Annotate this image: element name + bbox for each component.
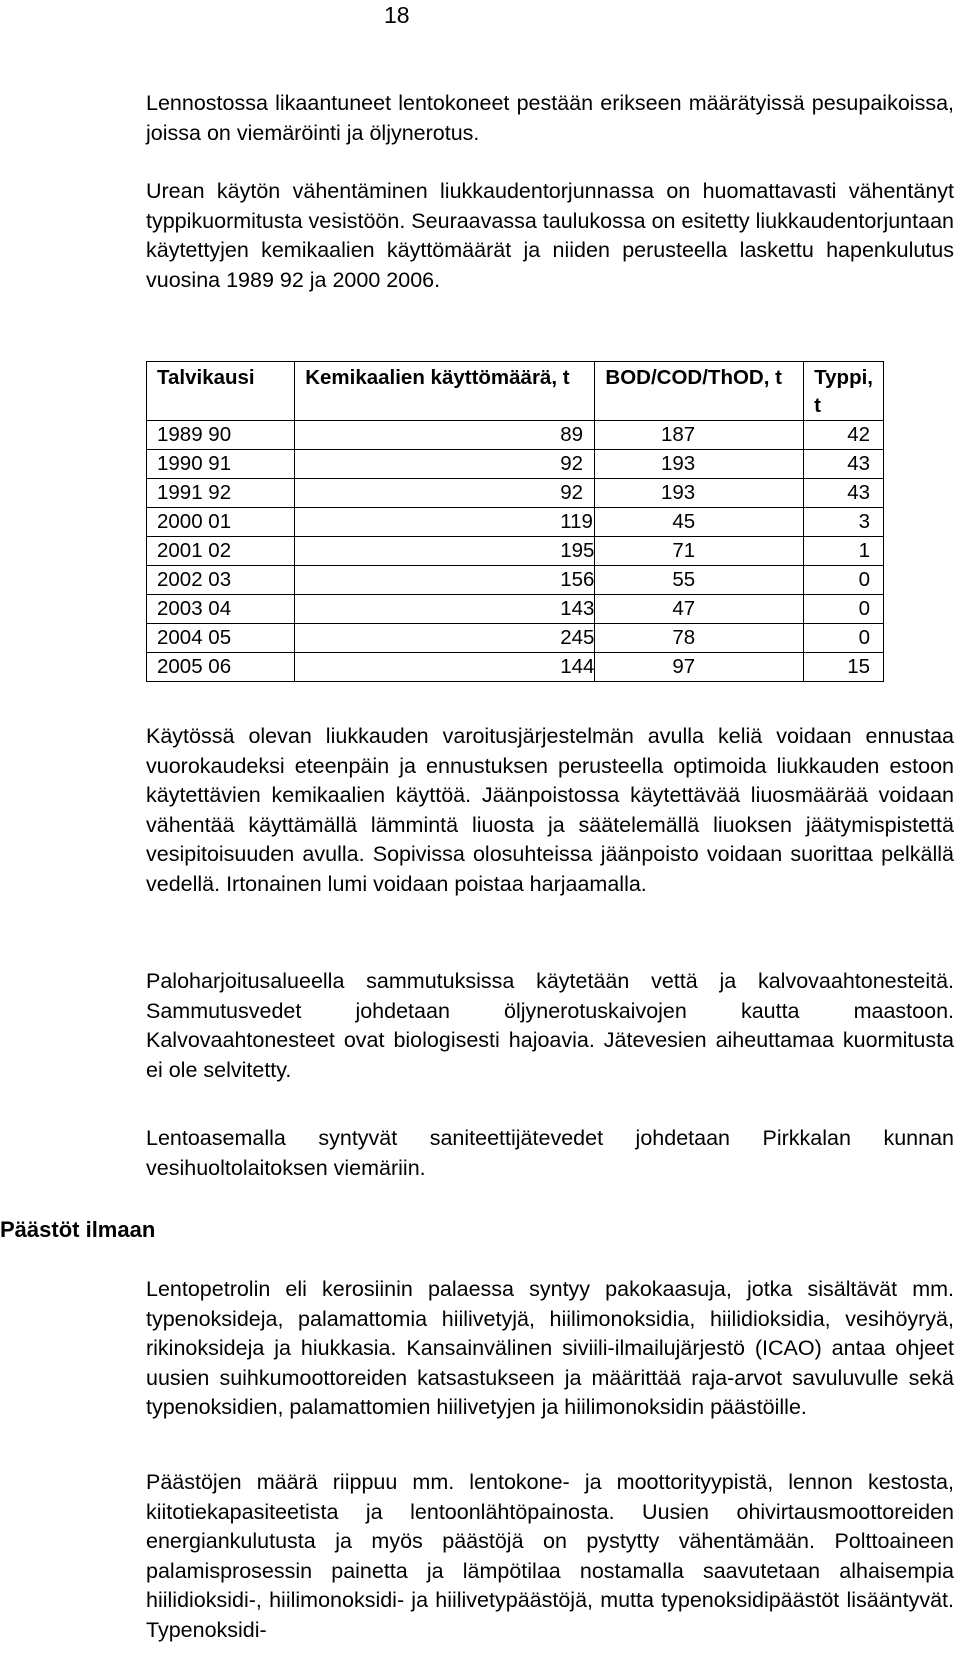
cell-nitrogen: 15 <box>804 653 884 682</box>
cell-season: 2003 04 <box>147 595 295 624</box>
cell-chemicals: 143 <box>295 595 595 624</box>
cell-bod: 55 <box>595 566 804 595</box>
table-header-season: Talvikausi <box>147 362 295 421</box>
cell-nitrogen: 0 <box>804 595 884 624</box>
cell-nitrogen: 1 <box>804 537 884 566</box>
cell-chemicals: 92 <box>295 479 595 508</box>
cell-bod: 45 <box>595 508 804 537</box>
table-row <box>147 624 884 653</box>
cell-bod: 97 <box>595 653 804 682</box>
cell-season: 2002 03 <box>147 566 295 595</box>
cell-chemicals: 156 <box>295 566 595 595</box>
cell-bod: 193 <box>595 479 804 508</box>
cell-season: 1990 91 <box>147 450 295 479</box>
cell-nitrogen: 43 <box>804 450 884 479</box>
cell-season: 2005 06 <box>147 653 295 682</box>
cell-bod: 193 <box>595 450 804 479</box>
paragraph-emission-amount: Päästöjen määrä riippuu mm. lentokone- ja moottorityypistä, lennon kestosta, kiitotiekapasiteetista ja lentoonlähtöpainosta. Uusien ohivirtausmoottoreiden energiankulutusta ja myös päästöjä on pystytty vähentämään. Polttoaineen palamisprosessin painetta ja lämpötilaa nostamalla saavutetaan alhaisempia hiilidioksidi-, hiilimonoksidi- ja hiilivetypäästöjä, mutta typenoksidipäästöt lisääntyvät. Typenoksidi- <box>146 1470 954 1642</box>
chemical-usage-table <box>146 361 884 682</box>
table-row <box>147 566 884 595</box>
cell-chemicals: 89 <box>295 421 595 450</box>
section-heading-air-emissions: Päästöt ilmaan <box>0 1217 156 1242</box>
paragraph-washing: Lennostossa likaantuneet lentokoneet pestään erikseen määrätyissä pesupaikoissa, joissa on viemäröinti ja öljynerotus. <box>146 91 954 145</box>
table-header-row <box>147 362 884 421</box>
paragraph-warning-system: Käytössä olevan liukkauden varoitusjärjestelmän avulla keliä voidaan ennustaa vuorokaudeksi eteenpäin ja ennustuksen perusteella optimoida liukkauden estoon käytettävien kemikaalien käyttöä. Jäänpoistossa käytettävää liuosmäärää voidaan vähentää käyttämällä lämmintä liuosta ja säätelemällä liuoksen jäätymispistettä vesipitoisuuden avulla. Sopivissa olosuhteissa jäänpoisto voidaan suorittaa pelkällä vedellä. Irtonainen lumi voidaan poistaa harjaamalla. <box>146 724 954 896</box>
table-row <box>147 450 884 479</box>
table-row <box>147 508 884 537</box>
cell-season: 2001 02 <box>147 537 295 566</box>
table-row <box>147 479 884 508</box>
cell-bod: 78 <box>595 624 804 653</box>
cell-season: 1989 90 <box>147 421 295 450</box>
paragraph-fire-training: Paloharjoitusalueella sammutuksissa käytetään vettä ja kalvovaahtonesteitä. Sammutusvedet johdetaan öljynerotuskaivojen kautta maastoon. Kalvovaahtonesteet ovat biologisesti hajoavia. Jätevesien aiheuttamaa kuormitusta ei ole selvitetty. <box>146 969 954 1082</box>
cell-bod: 47 <box>595 595 804 624</box>
cell-nitrogen: 42 <box>804 421 884 450</box>
cell-bod: 71 <box>595 537 804 566</box>
table-header-chemicals: Kemikaalien käyttömäärä, t <box>295 362 595 421</box>
cell-chemicals: 119 <box>295 508 595 537</box>
table-header-nitrogen: Typpi, t <box>804 362 884 421</box>
cell-chemicals: 195 <box>295 537 595 566</box>
cell-season: 1991 92 <box>147 479 295 508</box>
cell-chemicals: 144 <box>295 653 595 682</box>
paragraph-kerosene: Lentopetrolin eli kerosiinin palaessa syntyy pakokaasuja, jotka sisältävät mm. typenoksideja, palamattomia hiilivetyjä, hiilimonoksidia, hiilidioksidia, vesihöyryä, rikinoksideja ja hiukkasia. Kansainvälinen siviili-ilmailujärjestö (ICAO) antaa ohjeet uusien suihkumoottoreiden katsastukseen ja määrittää raja-arvot savuluvulle sekä typenoksidien, palamattomien hiilivetyjen ja hiilimonoksidin päästöille. <box>146 1277 954 1420</box>
table-row <box>147 421 884 450</box>
cell-season: 2000 01 <box>147 508 295 537</box>
paragraph-urea: Urean käytön vähentäminen liukkaudentorjunnassa on huomattavasti vähentänyt typpikuormitusta vesistöön. Seuraavassa taulukossa on esitetty liukkaudentorjuntaan käytettyjen kemikaalien käyttömäärät ja niiden perusteella laskettu hapenkulutus vuosina 1989 92 ja 2000 2006. <box>146 179 954 292</box>
cell-nitrogen: 3 <box>804 508 884 537</box>
cell-season: 2004 05 <box>147 624 295 653</box>
cell-chemicals: 245 <box>295 624 595 653</box>
cell-nitrogen: 43 <box>804 479 884 508</box>
table-row <box>147 537 884 566</box>
page-number: 18 <box>384 2 410 28</box>
cell-nitrogen: 0 <box>804 624 884 653</box>
paragraph-sanitary-water: Lentoasemalla syntyvät saniteettijätevedet johdetaan Pirkkalan kunnan vesihuoltolaitoksen viemäriin. <box>146 1126 954 1180</box>
table-row <box>147 653 884 682</box>
table-row <box>147 595 884 624</box>
table-header-bod: BOD/COD/ThOD, t <box>595 362 804 421</box>
cell-chemicals: 92 <box>295 450 595 479</box>
cell-nitrogen: 0 <box>804 566 884 595</box>
cell-bod: 187 <box>595 421 804 450</box>
